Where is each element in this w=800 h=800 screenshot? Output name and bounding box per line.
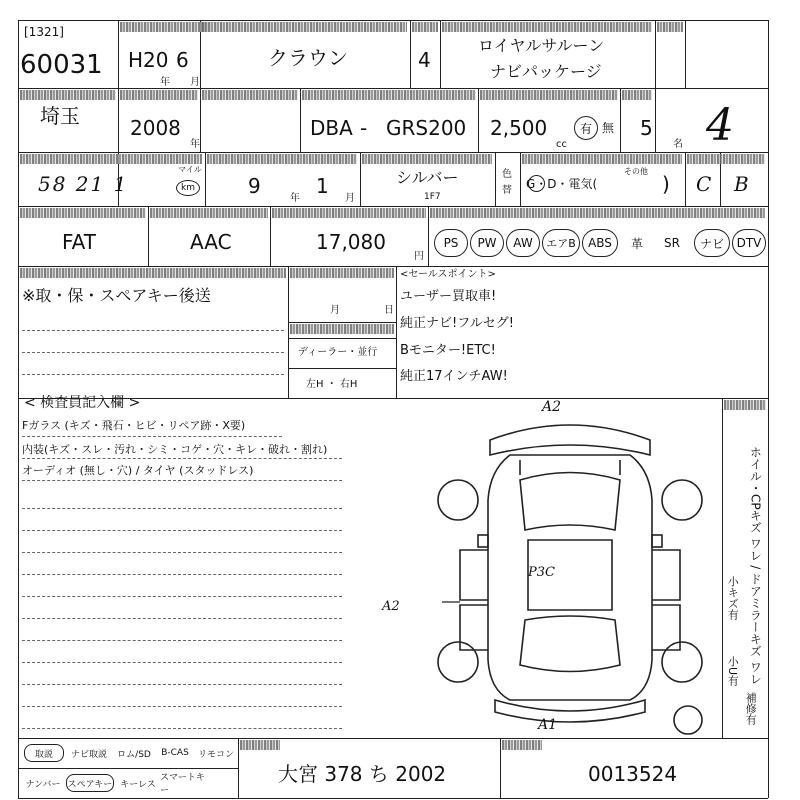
seats-unit: 名 bbox=[673, 139, 683, 150]
yen-unit: 円 bbox=[414, 251, 424, 262]
sales-points-label: <セールスポイント> bbox=[400, 269, 496, 280]
steering-label: 左H ・ 右H bbox=[306, 379, 358, 390]
first-reg-month: 6 bbox=[176, 48, 189, 72]
model-name: クラウン bbox=[268, 46, 348, 70]
displacement: 2,500 bbox=[490, 116, 548, 140]
lot-id: [1321] bbox=[24, 25, 64, 39]
acc-navi-manual: ナビ取説 bbox=[70, 749, 107, 760]
cc-unit: cc bbox=[556, 139, 567, 150]
equip-airbag: エアB bbox=[542, 229, 580, 257]
fuel-options: G・D・電気( bbox=[526, 177, 598, 191]
fuel-other-label: その他 bbox=[624, 167, 648, 176]
color-code: 1F7 bbox=[424, 192, 441, 202]
reg-month-label: 月 bbox=[330, 305, 340, 316]
handwritten-score: 4 bbox=[706, 100, 734, 151]
equip-leather: 革 bbox=[630, 236, 643, 251]
acc-manual: 取説 bbox=[24, 744, 64, 762]
mark-center: P3C bbox=[528, 565, 555, 580]
model-code: GRS200 bbox=[386, 116, 467, 140]
chassis-number: 0013524 bbox=[588, 762, 678, 786]
month-unit: 月 bbox=[190, 77, 200, 88]
inspection-month-unit: 月 bbox=[345, 193, 355, 204]
recycle-fee: 17,080 bbox=[316, 230, 386, 254]
color-change-top: 色 bbox=[502, 169, 512, 180]
grade-line-1: ロイヤルサルーン bbox=[478, 36, 605, 55]
turbo-yes-circled: 有 bbox=[574, 116, 598, 140]
legend-sub-2: 小U有 bbox=[726, 656, 740, 687]
car-damage-diagram bbox=[420, 400, 720, 736]
model-code-prefix: DBA bbox=[310, 116, 353, 140]
inspection-year: 9 bbox=[248, 174, 261, 198]
km-unit-circled: km bbox=[176, 180, 200, 196]
color-change-bottom: 替 bbox=[502, 185, 512, 196]
inspector-title: < 検査員記入欄 > bbox=[24, 395, 141, 411]
interior-grade: C bbox=[696, 172, 712, 196]
reg-day-label: 日 bbox=[384, 305, 394, 316]
equip-pw: PW bbox=[470, 229, 504, 257]
era-year: H20 bbox=[128, 48, 169, 72]
license-plate: 大宮 378 ち 2002 bbox=[278, 762, 447, 786]
mileage: 58 21 1 bbox=[38, 172, 129, 196]
mile-unit: マイル bbox=[178, 165, 202, 174]
sales-point-3: Bモニター!ETC! bbox=[400, 343, 496, 358]
fuel-g-circle bbox=[528, 175, 545, 192]
acc-keyless: キーレス bbox=[120, 779, 156, 790]
inspector-line-3: オーディオ (無し・穴) / タイヤ (スタッドレス) bbox=[22, 464, 254, 477]
exterior-grade: B bbox=[734, 172, 749, 196]
equip-sunroof: SR bbox=[664, 236, 680, 250]
acc-spare-key: スペアキー bbox=[66, 774, 114, 792]
legend-sub-1: 小キズ有 bbox=[726, 576, 740, 620]
legend-vertical: ホイル・CPキズ ワレ / ドアミラーキズ ワレ bbox=[748, 446, 763, 685]
seat-count: 5 bbox=[640, 116, 653, 140]
inspector-line-1: Fガラス (キズ・飛石・ヒビ・リペア跡・X要) bbox=[22, 419, 246, 432]
mark-top: A2 bbox=[542, 399, 562, 415]
model-year: 2008 bbox=[130, 116, 181, 140]
inspection-year-unit: 年 bbox=[290, 193, 300, 204]
fuel-close: ) bbox=[662, 172, 670, 196]
mark-left: A2 bbox=[382, 599, 400, 614]
inspection-month: 1 bbox=[316, 174, 329, 198]
year-unit: 年 bbox=[160, 77, 170, 88]
sales-point-2: 純正ナビ!フルセグ! bbox=[400, 316, 514, 331]
model-year-unit: 年 bbox=[190, 139, 200, 150]
acc-plate: ナンバー bbox=[25, 779, 61, 790]
transmission: FAT bbox=[62, 230, 97, 254]
inspector-line-2: 内装(キズ・スレ・汚れ・シミ・コゲ・穴・キレ・破れ・割れ) bbox=[22, 443, 328, 456]
main-note: ※取・保・スペアキー後送 bbox=[22, 286, 211, 305]
legend-sub-3: 補修有 bbox=[744, 692, 758, 725]
acc-smart-key: スマートキー bbox=[160, 773, 205, 796]
lot-number: 60031 bbox=[20, 50, 103, 80]
grade-line-2: ナビパッケージ bbox=[490, 62, 602, 81]
mark-bottom: A1 bbox=[538, 717, 558, 733]
acc-remote: リモコン bbox=[197, 749, 234, 760]
equip-aw: AW bbox=[506, 229, 540, 257]
acc-rom-sd: ロム/SD bbox=[117, 749, 151, 760]
region: 埼玉 bbox=[40, 104, 80, 128]
sales-point-1: ユーザー買取車! bbox=[400, 289, 497, 304]
model-code-dash: - bbox=[360, 116, 368, 140]
equip-abs: ABS bbox=[582, 229, 618, 257]
color: シルバー bbox=[396, 168, 459, 187]
air-conditioning: AAC bbox=[190, 230, 232, 254]
door-count: 4 bbox=[418, 48, 431, 72]
sales-point-4: 純正17インチAW! bbox=[400, 369, 508, 384]
turbo-no: 無 bbox=[602, 121, 615, 135]
equip-navi: ナビ bbox=[694, 229, 730, 257]
acc-bcas: B-CAS bbox=[161, 748, 189, 758]
dealer-label: ディーラー・並行 bbox=[298, 347, 378, 358]
equip-ps: PS bbox=[434, 229, 468, 257]
equip-dtv: DTV bbox=[732, 229, 766, 257]
